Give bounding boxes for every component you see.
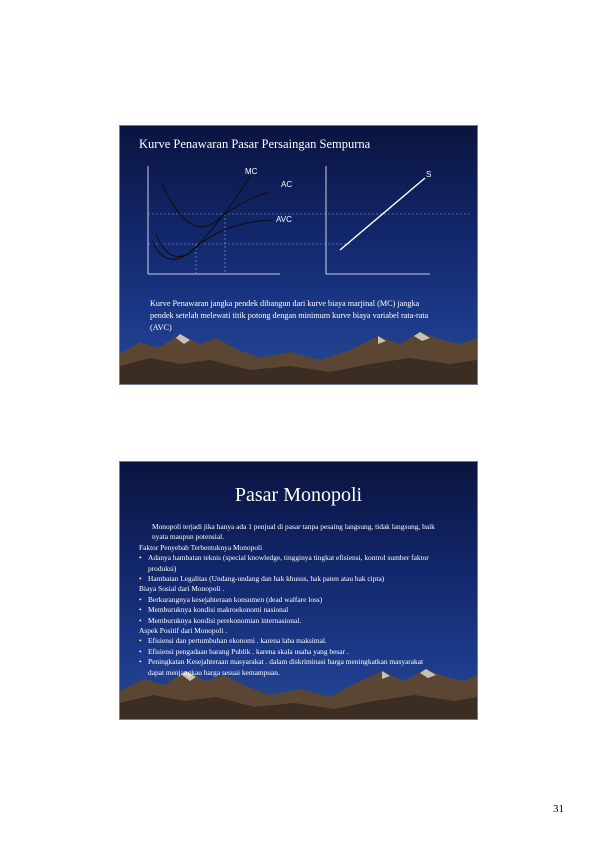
ac-label: AC [281,180,293,189]
list-item: • Memburuknya kondisi makroekonomi nasional [139,605,289,615]
slide-body [139,522,439,678]
list-item: • Hambatan Legalitas (Undang-undang dan hak khusus, hak paten atau hak cipta) [139,574,385,584]
list-item: • Memburuknya kondisi perekonomian internasional. [139,615,302,625]
slide-caption: Kurve Penawaran jangka pendek dibangun dari kurve biaya marjinal (MC) jangka pendek setelah melewati titik potong dengan minimum kurve biaya variabel rata-rata (AVC) [150,299,429,332]
slide-title: Pasar Monopoli [234,484,363,506]
avc-label: AVC [276,215,292,224]
list-item: • Adanya hambatan teknis (special knowledge, tingginya tingkat efisiensi, kontrol sumber faktor produksi) [139,553,429,573]
mc-curve [156,176,250,257]
cost-curve-chart [120,126,477,384]
page-number: 31 [553,803,564,815]
slide-monopoly [119,461,478,720]
list-item: • Berkurangnya kesejahteraan konsumen (dead walfare loss) [139,594,323,604]
intro-text: Monopoli terjadi jika hanya ada 1 penjual di pasar tanpa pesaing langsung, tidak langsung, baik nyata maupun potensial. [152,522,435,542]
ac-curve [162,184,270,227]
list-item: • Efisiensi pengadaan barang Publik . karena skala usaha yang besar . [139,646,349,656]
section-heading: Biaya Sosial dari Monopoli . [139,584,225,594]
section-heading: Faktor Penyebab Terbentuknya Monopoli [139,542,263,552]
section-heading: Aspek Positif dari Monopoli . [139,626,228,636]
mc-label: MC [245,167,258,176]
slide-title: Kurve Penawaran Pasar Persaingan Sempurna [139,137,371,151]
list-item: • Efisiensi dan pertumbuhan ekonomi . karena laba maksimal. [139,636,327,646]
s-label: S [426,170,432,179]
list-item: • Peningkatan Kesejahteraan masyarakat . dalam diskriminasi harga meningkatkan masyarakat dapat menjangkau harga sesuai kemampuan. [139,657,424,677]
slide-supply-curve [119,125,478,385]
